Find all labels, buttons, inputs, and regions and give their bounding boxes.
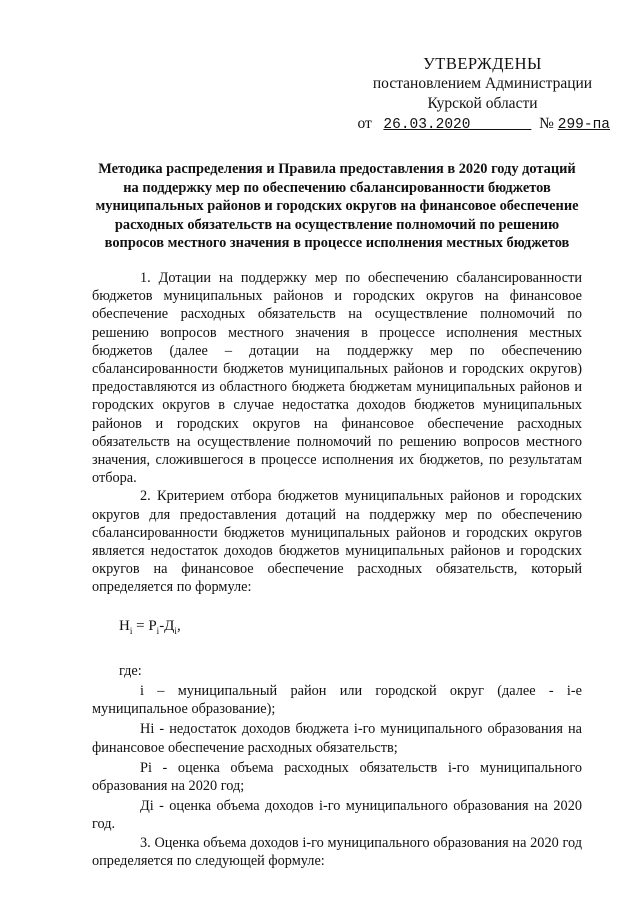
number-prefix: № <box>539 115 554 132</box>
definition-d: Дi - оценка объема доходов i-го муниципального образования на 2020 год. <box>92 798 582 833</box>
approval-region: Курской области <box>427 95 538 112</box>
formula-sub-1: i <box>129 625 133 636</box>
formula-h: Н <box>119 617 130 634</box>
approval-block <box>355 54 610 135</box>
approval-dateline <box>355 114 610 135</box>
formula-sub-2: i <box>156 625 160 636</box>
where-label: где: <box>119 662 142 679</box>
document-body <box>92 269 582 870</box>
definition-p: Рi - оценка объема расходных обязательств i-го муниципального образования на 2020 год; <box>92 759 582 795</box>
formula <box>119 617 582 640</box>
paragraph-2: 2. Критерием отбора бюджетов муниципальных районов и городских округов для предоставления дотаций на поддержку мер по обеспечению сбалансированности бюджетов муниципальных районов и городских округов является недостаток доходов бюджетов муниципальных районов и городских округов на финансовое обеспечение расходных обязательств, который определяется по формуле: <box>92 488 582 596</box>
approval-heading: УТВЕРЖДЕНЫ <box>423 54 542 73</box>
approval-number: 299-па <box>557 117 610 133</box>
formula-eq: = Р <box>132 617 157 634</box>
paragraph-1: 1. Дотации на поддержку мер по обеспечению сбалансированности бюджетов муниципальных районов и городских округов на финансовое обеспечение расходных обязательств на осуществление полномочий по решению вопросов местного значения в процессе исполнения местных бюджетов (далее – дотации на поддержку мер по обеспечению сбалансированности бюджетов муниципальных районов и городских округов) предоставляются из областного бюджета бюджетам муниципальных районов и городских округов в случае недостатка доходов бюджетов муниципальных районов и городских округов на финансовое обеспечение расходных обязательств на осуществление полномочий по решению вопросов местного значения, сложившегося в процессе исполнения их бюджетов, по результатам отбора. <box>92 270 582 487</box>
approval-date: 26.03.2020 <box>383 117 471 133</box>
document-title: Методика распределения и Правила предоставления в 2020 году дотаций на поддержку мер по обеспечению сбалансированности бюджетов муниципальных районов и городских округов на финансовое обеспечение расходных обязательств на осуществление полномочий по решению вопросов местного значения в процессе исполнения местных бюджетов <box>95 161 579 251</box>
formula-sub-3: i <box>174 625 177 636</box>
definition-i: i – муниципальный район или городской округ (далее - i-е муниципальное образование); <box>92 683 582 718</box>
paragraph-3: 3. Оценка объема доходов i-го муниципального образования на 2020 год определяется по следующей формуле: <box>92 834 582 869</box>
formula-end: , <box>176 617 181 634</box>
date-prefix: от <box>357 115 372 132</box>
definition-h: Нi - недостаток доходов бюджета i-го муниципального образования на финансовое обеспечение расходных обязательств; <box>92 721 582 756</box>
approval-authority: постановлением Администрации <box>372 75 593 92</box>
formula-minus: -Д <box>159 617 175 634</box>
